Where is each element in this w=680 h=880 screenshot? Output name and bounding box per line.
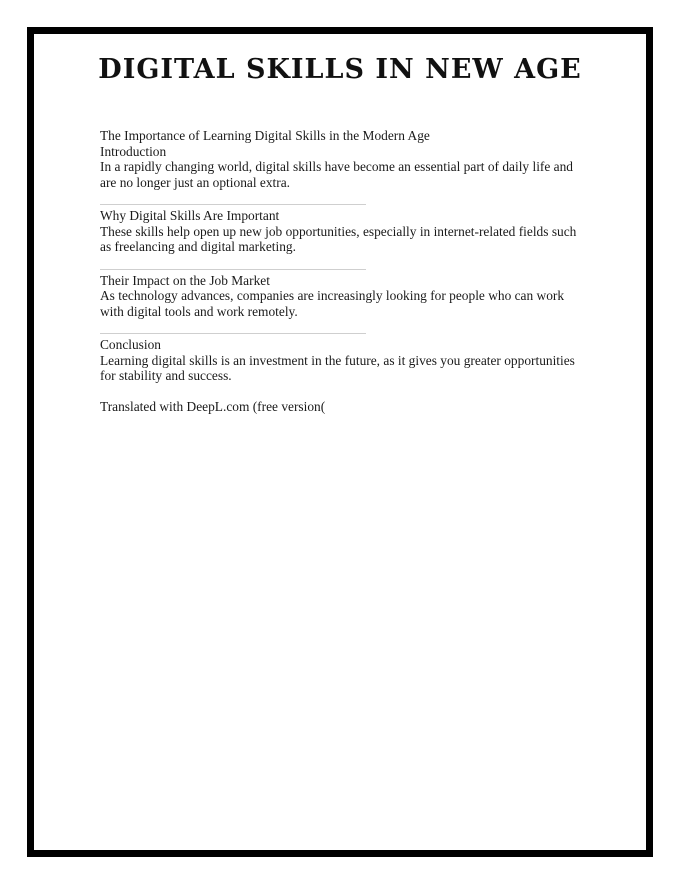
section-heading-introduction: Introduction [100, 143, 167, 159]
spacer [100, 384, 586, 399]
page-frame [27, 27, 653, 857]
section-body-conclusion: Learning digital skills is an investment in the future, as it gives you greater opportunities for stability and success. [100, 352, 575, 383]
document-title: DIGITAL SKILLS IN NEW AGE [98, 54, 582, 85]
section-body-job-market: As technology advances, companies are increasingly looking for people who can work with digital tools and work remotely. [100, 288, 565, 319]
section-divider [100, 269, 366, 270]
section-body-importance: These skills help open up new job opportunities, especially in internet-related fields such as freelancing and digital marketing. [100, 223, 577, 254]
section-heading-job-market: Their Impact on the Job Market [100, 272, 270, 288]
section-heading-conclusion: Conclusion [100, 337, 162, 352]
section-divider [100, 333, 366, 334]
translation-note: Translated with DeepL.com (free version( [100, 398, 326, 414]
section-body-introduction: In a rapidly changing world, digital skills have become an essential part of daily life and are no longer just an optional extra. [100, 159, 573, 190]
section-divider [100, 204, 366, 205]
document-body [100, 128, 586, 414]
document-heading: The Importance of Learning Digital Skills in the Modern Age [100, 128, 430, 143]
section-heading-importance: Why Digital Skills Are Important [100, 208, 280, 223]
